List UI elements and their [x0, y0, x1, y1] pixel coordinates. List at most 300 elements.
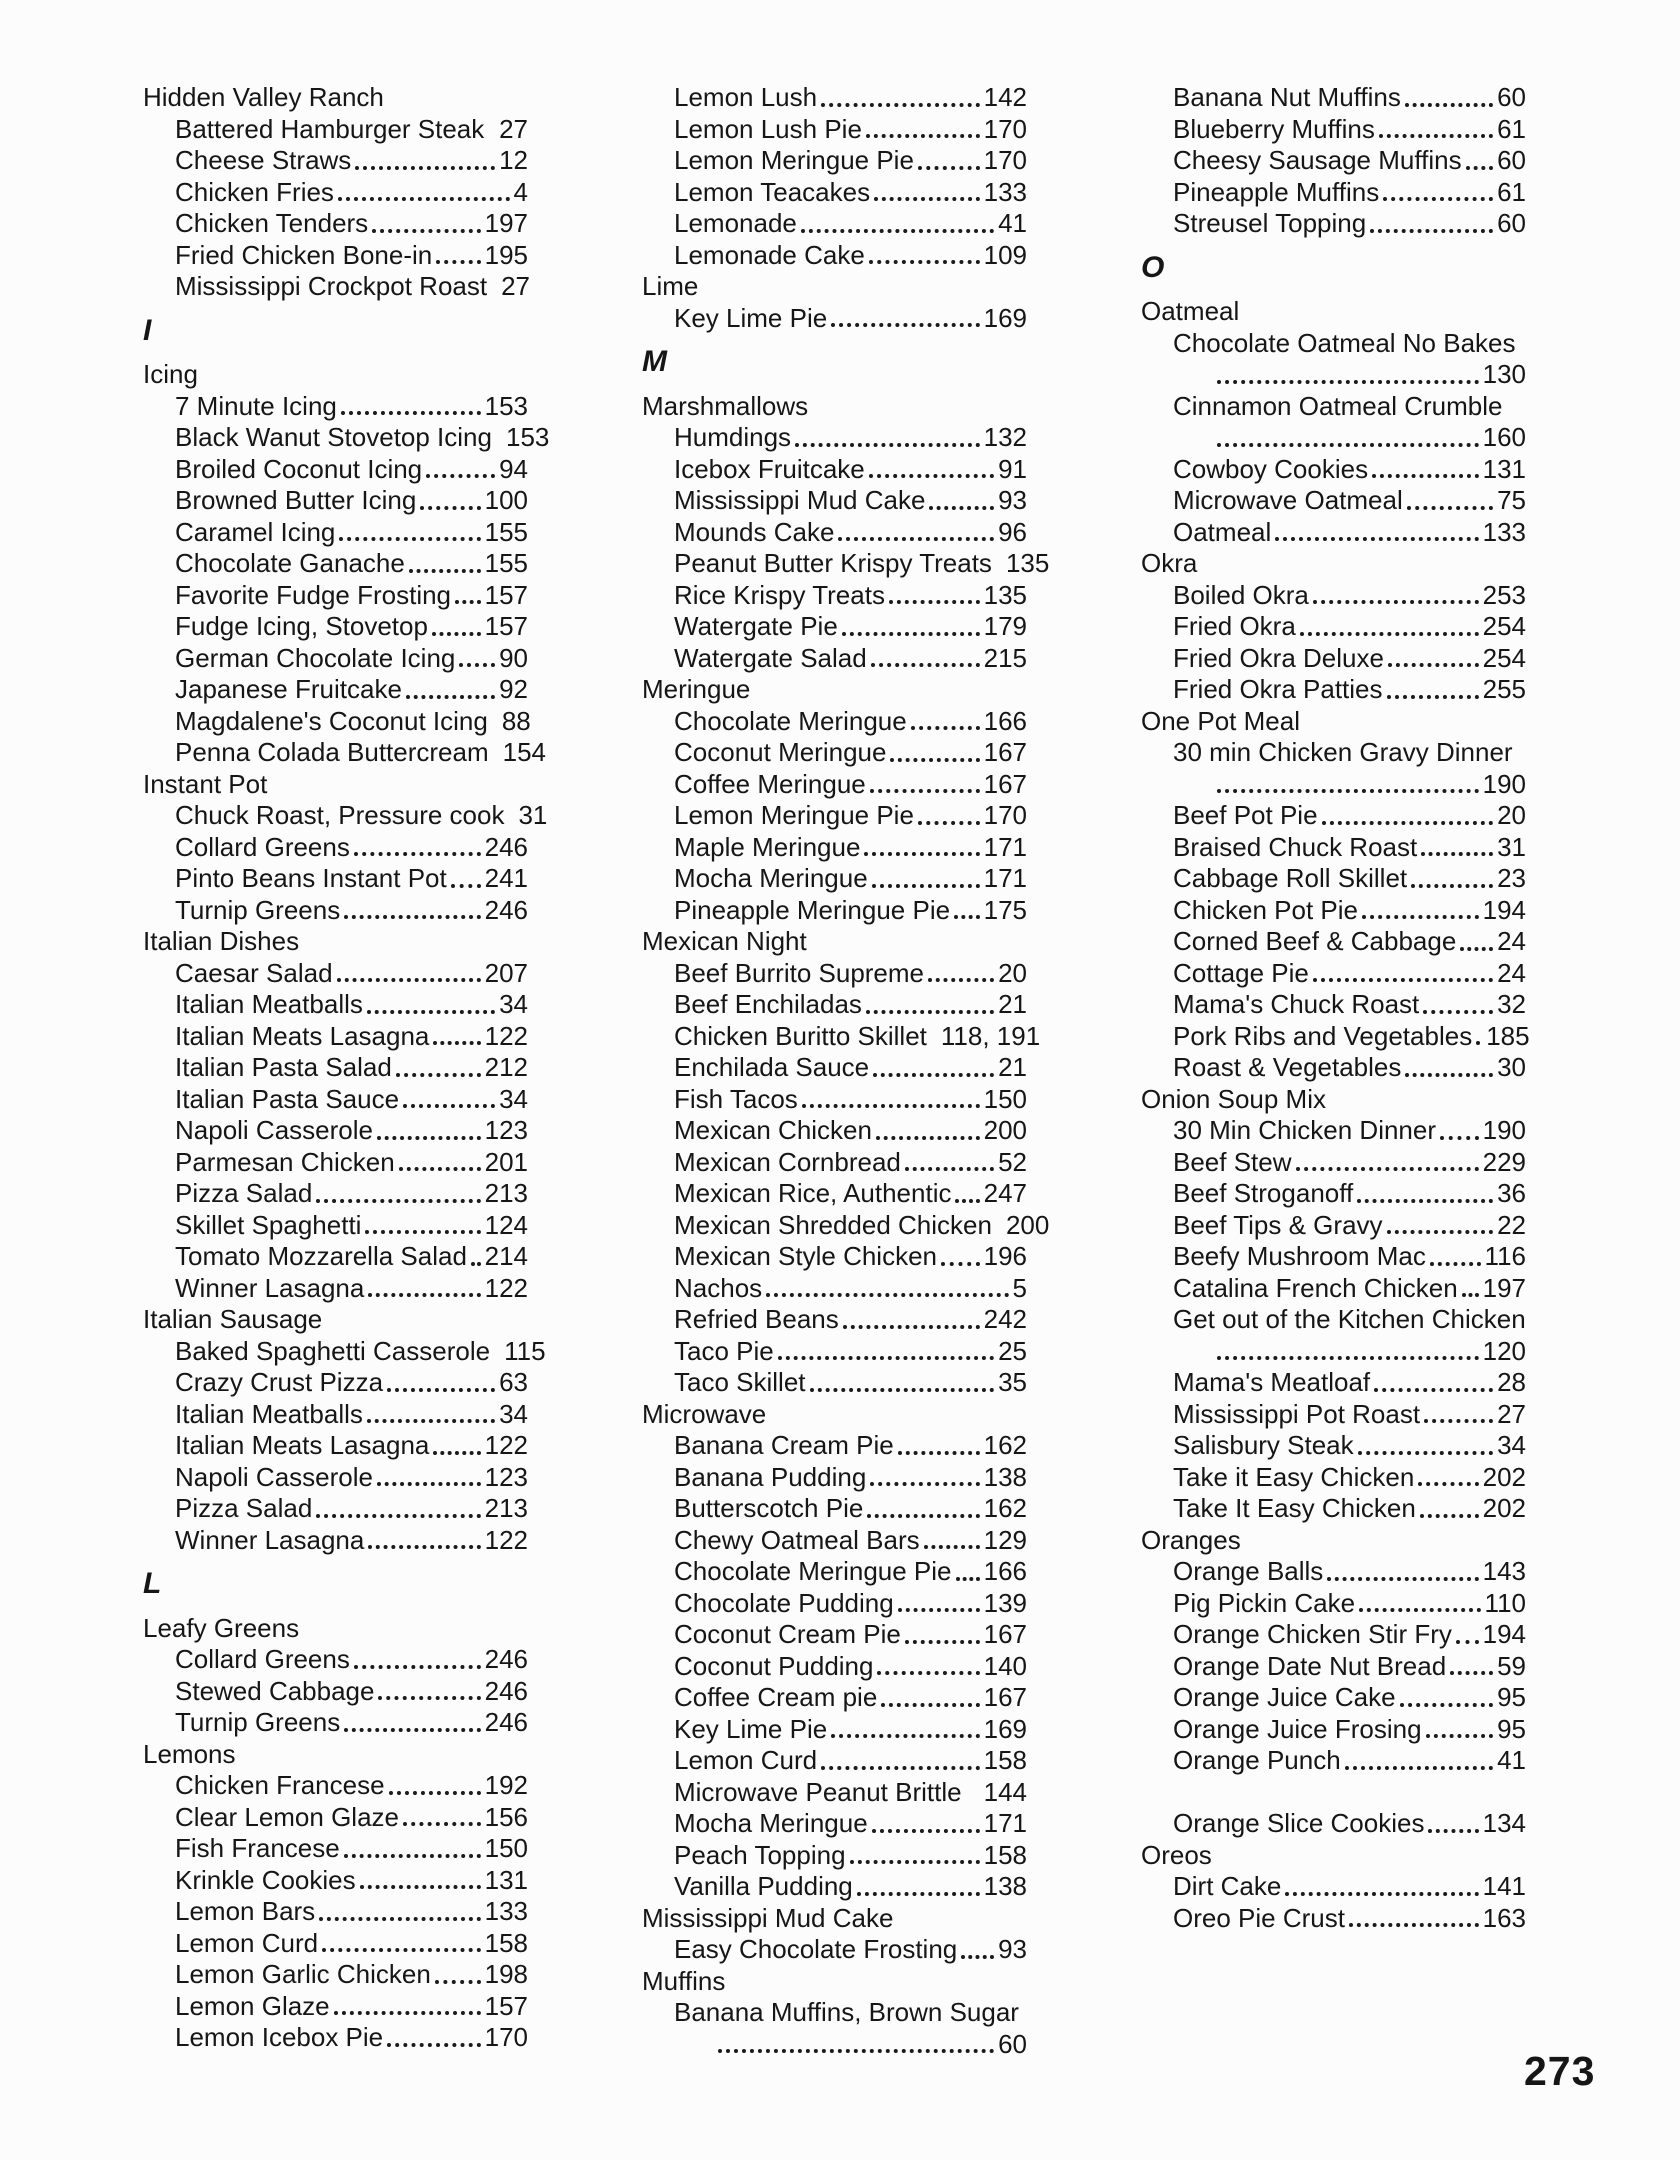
- dot-leader: [316, 1514, 480, 1518]
- dot-leader: [377, 1136, 481, 1140]
- entry-label: Turnip Greens: [175, 1707, 341, 1737]
- entry-label: Italian Meats Lasagna: [175, 1430, 430, 1460]
- index-entry: [175, 1241, 528, 1273]
- dot-leader: [877, 1671, 979, 1675]
- index-entry: [175, 737, 547, 769]
- index-entry: [175, 643, 528, 675]
- section-header: Mississippi Mud Cake: [642, 1902, 894, 1933]
- entry-page: 138: [983, 1461, 1027, 1492]
- index-entry: [1173, 800, 1526, 832]
- entry-label: Coconut Pudding: [674, 1650, 874, 1681]
- dot-leader: [341, 411, 481, 415]
- entry-page: 246: [484, 1707, 528, 1737]
- dot-leader: [338, 197, 510, 201]
- entry-label: Mama's Chuck Roast: [1173, 989, 1420, 1019]
- index-entry: [674, 1525, 1027, 1557]
- dot-leader: [850, 1860, 980, 1864]
- dot-leader: [954, 915, 980, 919]
- entry-page: 5: [1012, 1272, 1027, 1303]
- dot-leader: [1217, 1356, 1479, 1360]
- entry-label: Beef Enchiladas: [674, 989, 862, 1019]
- entry-label: Oreo Pie Crust: [1173, 1902, 1345, 1933]
- index-entry: [1173, 1903, 1526, 1935]
- entry-page: 24: [1497, 957, 1526, 988]
- entry-page: 185: [1486, 1020, 1530, 1051]
- entry-page: 34: [499, 1083, 528, 1114]
- index-entry: [175, 2022, 528, 2054]
- entry-label: Chocolate Meringue: [674, 705, 907, 736]
- entry-label: Orange Slice Cookies: [1173, 1808, 1425, 1838]
- dot-leader: [1358, 1451, 1493, 1455]
- dot-leader: [1428, 1829, 1478, 1833]
- entry-label: Napoli Casserole: [175, 1461, 373, 1492]
- entry-page: 27: [501, 271, 531, 301]
- index-entry-pageline: [1213, 769, 1526, 801]
- entry-page: 32: [1497, 989, 1526, 1019]
- index-entry: [674, 863, 1027, 895]
- index-entry: [1173, 1462, 1526, 1494]
- dot-leader: [1387, 695, 1479, 699]
- dot-leader: [1327, 1577, 1478, 1581]
- entry-page: 155: [484, 516, 528, 547]
- dot-leader: [451, 884, 481, 888]
- letter-header-M: M: [642, 345, 667, 378]
- dot-leader: [1405, 1073, 1493, 1077]
- entry-label: Mexican Rice, Authentic: [674, 1178, 952, 1208]
- entry-label: 7 Minute Icing: [175, 390, 337, 421]
- index-entry: [1173, 1808, 1526, 1840]
- entry-label: Watergate Salad: [674, 642, 867, 673]
- entry-label: Lemon Garlic Chicken: [175, 1959, 431, 1989]
- index-entry: [1173, 1588, 1526, 1620]
- dot-leader: [1440, 1136, 1479, 1140]
- entry-label: Taco Pie: [674, 1335, 774, 1366]
- entry-page: 60: [1497, 208, 1526, 238]
- section-header: Lemons: [143, 1738, 236, 1769]
- entry-page: 34: [499, 1398, 528, 1429]
- dot-leader: [360, 1885, 481, 1889]
- letter-header-I: I: [143, 313, 152, 347]
- entry-label: Take It Easy Chicken: [1173, 1493, 1416, 1523]
- letter-header-L: L: [143, 1567, 162, 1600]
- section-header: Okra: [1141, 548, 1198, 578]
- entry-page: 246: [484, 1675, 528, 1706]
- index-entry: [674, 769, 1027, 801]
- dot-leader: [1345, 1766, 1493, 1770]
- index-entry: [175, 1928, 528, 1960]
- dot-leader: [870, 789, 980, 793]
- entry-label: Cheese Straws: [175, 145, 352, 175]
- entry-label: Coffee Meringue: [674, 768, 866, 799]
- page-number: 273: [1524, 2048, 1596, 2094]
- dot-leader: [872, 884, 980, 888]
- entry-page: 167: [983, 737, 1027, 767]
- dot-leader: [1217, 443, 1479, 447]
- dot-leader: [337, 978, 481, 982]
- dot-leader: [1424, 1419, 1493, 1423]
- index-entry: [674, 1651, 1027, 1683]
- index-entry: [674, 1052, 1027, 1084]
- entry-page: 192: [484, 1770, 528, 1800]
- dot-leader: [1407, 506, 1493, 510]
- index-entry: [175, 177, 528, 209]
- entry-page: 166: [983, 1556, 1027, 1586]
- entry-page: 12: [499, 145, 528, 175]
- entry-label: Icebox Fruitcake: [674, 453, 865, 484]
- entry-page: 163: [1482, 1902, 1526, 1933]
- entry-label: Beef Burrito Supreme: [674, 957, 925, 988]
- entry-label: Watergate Pie: [674, 611, 838, 641]
- index-entry: [674, 303, 1027, 335]
- entry-label: Coconut Cream Pie: [674, 1619, 901, 1649]
- dot-leader: [1383, 197, 1493, 201]
- index-entry: [175, 271, 531, 303]
- dot-leader: [433, 1041, 480, 1045]
- entry-label: Magdalene's Coconut Icing: [175, 705, 488, 736]
- entry-page: 120: [1482, 1335, 1526, 1366]
- dot-leader: [344, 915, 480, 919]
- entry-page: 215: [983, 642, 1027, 673]
- entry-page: 122: [484, 1430, 528, 1460]
- dot-leader: [881, 1703, 979, 1707]
- entry-page: 100: [484, 485, 528, 515]
- index-entry: [1173, 177, 1526, 209]
- entry-page: 197: [484, 208, 528, 238]
- entry-page: 143: [1482, 1556, 1526, 1586]
- entry-page: 61: [1497, 113, 1526, 144]
- index-entry: [175, 454, 528, 486]
- entry-page: 171: [983, 863, 1027, 893]
- entry-label: Coffee Cream pie: [674, 1682, 878, 1712]
- index-entry-pageline: [1213, 1336, 1526, 1368]
- index-entry: [674, 1934, 1027, 1966]
- entry-page: 24: [1497, 926, 1526, 956]
- index-entry: [1173, 1871, 1526, 1903]
- entry-label: Oatmeal: [1173, 516, 1272, 547]
- entry-page: 123: [484, 1115, 528, 1145]
- entry-label: Refried Beans: [674, 1304, 839, 1334]
- entry-label: Caesar Salad: [175, 957, 333, 988]
- entry-label: Pizza Salad: [175, 1493, 313, 1523]
- section-header: Meringue: [642, 674, 751, 704]
- dot-leader: [354, 1665, 481, 1669]
- index-entry: [1173, 485, 1526, 517]
- dot-leader: [831, 1734, 979, 1738]
- entry-label: Lemon Bars: [175, 1896, 316, 1926]
- entry-page: 150: [983, 1083, 1027, 1114]
- dot-leader: [459, 663, 495, 667]
- entry-label: Beef Stroganoff: [1173, 1178, 1354, 1208]
- entry-page: 255: [1482, 674, 1526, 704]
- entry-page: 63: [499, 1367, 528, 1397]
- entry-page: 158: [983, 1839, 1027, 1870]
- dot-leader: [955, 1199, 979, 1203]
- entry-page: 21: [998, 1052, 1027, 1082]
- section-header: Italian Dishes: [143, 926, 300, 956]
- dot-leader: [372, 229, 480, 233]
- entry-page: 116: [1484, 1241, 1526, 1271]
- index-entry: [175, 705, 531, 738]
- entry-label: Mexican Style Chicken: [674, 1241, 937, 1271]
- dot-leader: [1374, 1388, 1493, 1392]
- index-entry: [1173, 1241, 1526, 1273]
- entry-label: Italian Pasta Sauce: [175, 1083, 400, 1114]
- index-entry: [674, 145, 1027, 177]
- dot-leader: [355, 166, 495, 170]
- entry-label: Easy Chocolate Frosting: [674, 1934, 958, 1964]
- index-entry: [175, 517, 528, 549]
- entry-page: 59: [1497, 1650, 1526, 1681]
- entry-page: 92: [499, 674, 528, 704]
- entry-label: Banana Nut Muffins: [1173, 82, 1401, 112]
- index-entry: [674, 1619, 1027, 1651]
- entry-label: Winner Lasagna: [175, 1272, 365, 1303]
- entry-page: 160: [1482, 422, 1526, 452]
- index-entry: [1173, 863, 1526, 895]
- dot-leader: [918, 166, 980, 170]
- dot-leader: [455, 600, 481, 604]
- entry-page: 158: [983, 1745, 1027, 1775]
- index-entry: [175, 1273, 528, 1305]
- entry-label: Banana Pudding: [674, 1461, 867, 1492]
- entry-page: 75: [1497, 485, 1526, 515]
- entry-label: Mexican Cornbread: [674, 1146, 901, 1177]
- index-entry: [674, 240, 1027, 272]
- entry-label: Taco Skillet: [674, 1367, 806, 1397]
- dot-leader: [1400, 1703, 1494, 1707]
- entry-page: 153: [484, 390, 528, 421]
- index-entry: [175, 832, 528, 864]
- entry-label: Take it Easy Chicken: [1173, 1461, 1415, 1492]
- index-entry: [674, 1273, 1027, 1305]
- dot-leader: [869, 260, 980, 264]
- index-entry: [674, 1367, 1027, 1399]
- entry-label: Dirt Cake: [1173, 1871, 1282, 1901]
- dot-leader: [387, 1388, 495, 1392]
- dot-leader: [1466, 166, 1494, 170]
- entry-page: 170: [983, 800, 1027, 830]
- dot-leader: [1387, 1230, 1494, 1234]
- entry-label: Turnip Greens: [175, 894, 341, 925]
- section-header: Lime: [642, 271, 699, 301]
- entry-label: Chicken Tenders: [175, 208, 369, 238]
- index-entry: [674, 208, 1027, 240]
- entry-page: 241: [484, 863, 528, 893]
- entry-page: 212: [484, 1052, 528, 1082]
- entry-page: 179: [983, 611, 1027, 641]
- dot-leader: [1405, 103, 1493, 107]
- dot-leader: [876, 1136, 980, 1140]
- dot-leader: [961, 1955, 994, 1959]
- entry-page: 22: [1497, 1209, 1526, 1240]
- index-entry: [175, 1335, 546, 1368]
- dot-leader: [924, 1545, 980, 1549]
- dot-leader: [319, 1917, 480, 1921]
- entry-label: Rice Krispy Treats: [674, 579, 885, 610]
- index-entry-label: Chocolate Oatmeal No Bakes: [1173, 327, 1516, 358]
- index-entry: [674, 517, 1027, 549]
- entry-page: 20: [998, 957, 1027, 988]
- entry-page: 61: [1497, 176, 1526, 207]
- dot-leader: [1420, 1514, 1479, 1518]
- entry-label: Peach Topping: [674, 1839, 846, 1870]
- dot-leader: [873, 1073, 994, 1077]
- entry-page: 254: [1482, 642, 1526, 673]
- index-entry: [175, 1959, 528, 1991]
- entry-page: 122: [484, 1272, 528, 1303]
- entry-page: 93: [998, 485, 1027, 515]
- entry-label: German Chocolate Icing: [175, 642, 456, 673]
- index-entry: [674, 580, 1027, 612]
- section-header: Oreos: [1141, 1839, 1212, 1870]
- entry-label: Cowboy Cookies: [1173, 453, 1369, 484]
- entry-label: Mounds Cake: [674, 516, 835, 547]
- entry-label: Microwave Peanut Brittle: [674, 1776, 962, 1807]
- index-entry: [175, 1802, 528, 1834]
- index-entry: [674, 1084, 1027, 1116]
- dot-leader: [871, 663, 980, 667]
- entry-label: Blueberry Muffins: [1173, 113, 1375, 144]
- entry-page: 131: [484, 1864, 528, 1895]
- index-entry: [1173, 1714, 1526, 1746]
- entry-label: Japanese Fruitcake: [175, 674, 402, 704]
- index-entry: [175, 1178, 528, 1210]
- index-entry: [175, 1525, 528, 1557]
- dot-leader: [874, 197, 980, 201]
- entry-page: 162: [983, 1493, 1027, 1523]
- entry-page: 171: [983, 831, 1027, 862]
- entry-label: Italian Meats Lasagna: [175, 1020, 430, 1051]
- index-entry: [674, 177, 1027, 209]
- index-entry: [1173, 1052, 1526, 1084]
- entry-label: Orange Punch: [1173, 1745, 1341, 1775]
- index-entry: [674, 114, 1027, 146]
- index-entry: [1173, 1493, 1526, 1525]
- dot-leader: [368, 1293, 480, 1297]
- dot-leader: [344, 1854, 481, 1858]
- entry-page: 34: [1497, 1430, 1526, 1460]
- entry-page: 138: [983, 1871, 1027, 1901]
- entry-label: Cabbage Roll Skillet: [1173, 863, 1408, 893]
- entry-label: Italian Meatballs: [175, 1398, 363, 1429]
- entry-page: 170: [983, 145, 1027, 175]
- dot-leader: [1217, 380, 1479, 384]
- dot-leader: [838, 537, 994, 541]
- dot-leader: [801, 229, 994, 233]
- entry-page: 90: [499, 642, 528, 673]
- index-entry: [1173, 1115, 1526, 1147]
- entry-label: Mississippi Pot Roast: [1173, 1398, 1421, 1429]
- entry-label: Penna Colada Buttercream: [175, 737, 489, 767]
- entry-page: 135: [983, 579, 1027, 610]
- index-entry: [674, 1209, 1050, 1242]
- entry-page: 25: [998, 1335, 1027, 1366]
- entry-page: 133: [983, 176, 1027, 207]
- index-columns: [143, 82, 1530, 2060]
- dot-leader: [867, 1514, 979, 1518]
- entry-label: Beef Pot Pie: [1173, 800, 1318, 830]
- dot-leader: [1300, 632, 1479, 636]
- dot-leader: [1430, 1262, 1481, 1266]
- entry-label: Lemon Icebox Pie: [175, 2022, 384, 2052]
- dot-leader: [1362, 915, 1479, 919]
- index-entry: [175, 1084, 528, 1116]
- entry-page: 109: [983, 239, 1027, 270]
- index-entry: [175, 1644, 528, 1676]
- dot-leader: [864, 852, 979, 856]
- entry-page: 132: [983, 422, 1027, 452]
- entry-page: 155: [484, 548, 528, 578]
- entry-label: Microwave Oatmeal: [1173, 485, 1403, 515]
- index-entry: [175, 240, 528, 272]
- index-entry: [175, 1052, 528, 1084]
- dot-leader: [1462, 1293, 1479, 1297]
- index-entry: [1173, 114, 1526, 146]
- index-entry: [1173, 1430, 1526, 1462]
- index-entry: [175, 958, 528, 990]
- entry-page: 133: [484, 1896, 528, 1926]
- entry-page: 171: [983, 1808, 1027, 1838]
- index-entry: [674, 643, 1027, 675]
- dot-leader: [365, 1230, 480, 1234]
- index-entry: [674, 958, 1027, 990]
- index-entry: [674, 706, 1027, 738]
- dot-leader: [905, 1640, 980, 1644]
- entry-label: Chocolate Meringue Pie: [674, 1556, 952, 1586]
- dot-leader: [403, 1822, 481, 1826]
- entry-label: Braised Chuck Roast: [1173, 831, 1418, 862]
- entry-page: 139: [983, 1587, 1027, 1618]
- dot-leader: [435, 1980, 481, 1984]
- entry-page: 157: [484, 1990, 528, 2021]
- entry-page: 214: [484, 1241, 528, 1271]
- entry-label: Catalina French Chicken: [1173, 1272, 1458, 1303]
- index-entry: [674, 1871, 1027, 1903]
- index-entry: [175, 1865, 528, 1897]
- entry-label: Vanilla Pudding: [674, 1871, 853, 1901]
- entry-page: 115: [504, 1335, 546, 1366]
- index-entry: [1173, 208, 1526, 240]
- entry-page: 190: [1482, 1115, 1526, 1145]
- section-header: Oatmeal: [1141, 296, 1240, 326]
- entry-label: Orange Balls: [1173, 1556, 1324, 1586]
- entry-label: Fried Chicken Bone-in: [175, 239, 433, 270]
- entry-label: Pizza Salad: [175, 1178, 313, 1208]
- entry-label: Napoli Casserole: [175, 1115, 373, 1145]
- entry-page: 60: [1497, 82, 1526, 112]
- index-entry: [175, 674, 528, 706]
- entry-page: 88: [501, 705, 531, 736]
- entry-page: 123: [484, 1461, 528, 1492]
- entry-label: Key Lime Pie: [674, 1713, 828, 1744]
- letter-header-O: O: [1141, 250, 1165, 284]
- index-entry: [175, 422, 550, 454]
- dot-leader: [929, 506, 994, 510]
- entry-label: Butterscotch Pie: [674, 1493, 864, 1523]
- dot-leader: [367, 1419, 495, 1423]
- dot-leader: [322, 1948, 481, 1952]
- index-entry: [175, 895, 528, 927]
- dot-leader: [389, 1791, 481, 1795]
- dot-leader: [1411, 884, 1493, 888]
- index-entry: [1173, 1682, 1526, 1714]
- dot-leader: [354, 852, 481, 856]
- entry-page: 196: [983, 1241, 1027, 1271]
- dot-leader: [403, 1104, 495, 1108]
- entry-label: Pinto Beans Instant Pot: [175, 863, 447, 893]
- index-entry: [175, 989, 528, 1021]
- section-header: Italian Sausage: [143, 1304, 323, 1334]
